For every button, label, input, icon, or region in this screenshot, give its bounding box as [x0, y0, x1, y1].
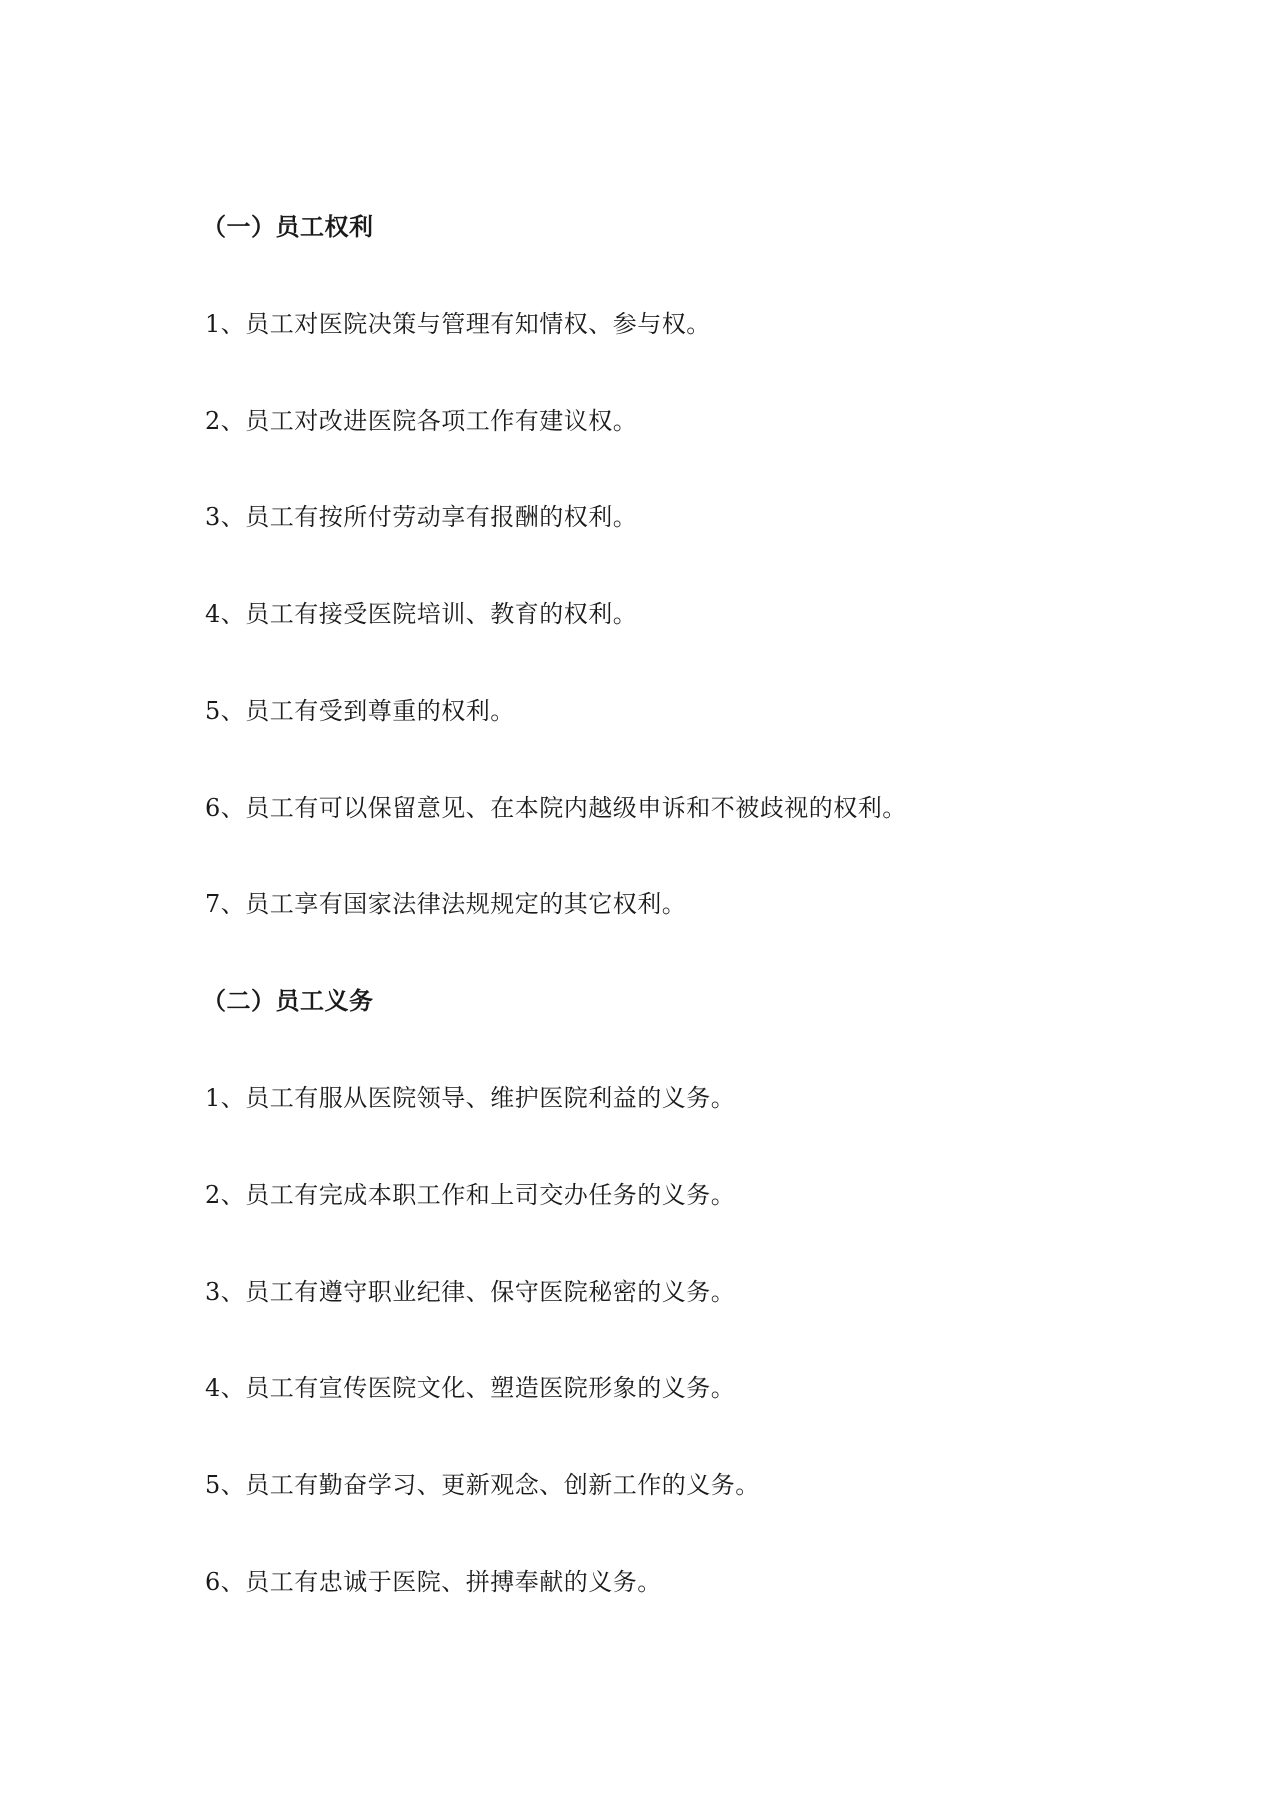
- obligations-item-1: 1、员工有服从医院领导、维护医院利益的义务。: [205, 1084, 736, 1112]
- section-heading-rights: （一）员工权利: [202, 212, 374, 241]
- rights-item-6: 6、员工有可以保留意见、在本院内越级申诉和不被歧视的权利。: [205, 794, 907, 822]
- section-heading-obligations: （二）员工义务: [202, 986, 374, 1015]
- rights-item-7: 7、员工享有国家法律法规规定的其它权利。: [205, 890, 687, 918]
- obligations-item-5: 5、员工有勤奋学习、更新观念、创新工作的义务。: [205, 1471, 760, 1499]
- rights-item-2: 2、员工对改进医院各项工作有建议权。: [205, 407, 638, 435]
- obligations-item-4: 4、员工有宣传医院文化、塑造医院形象的义务。: [205, 1374, 736, 1402]
- obligations-item-6: 6、员工有忠诚于医院、拼搏奉献的义务。: [205, 1568, 662, 1596]
- obligations-item-2: 2、员工有完成本职工作和上司交办任务的义务。: [205, 1181, 736, 1209]
- rights-item-1: 1、员工对医院决策与管理有知情权、参与权。: [205, 310, 711, 338]
- rights-item-5: 5、员工有受到尊重的权利。: [205, 697, 515, 725]
- rights-item-3: 3、员工有按所付劳动享有报酬的权利。: [205, 503, 638, 531]
- obligations-item-3: 3、员工有遵守职业纪律、保守医院秘密的义务。: [205, 1278, 736, 1306]
- rights-item-4: 4、员工有接受医院培训、教育的权利。: [205, 600, 638, 628]
